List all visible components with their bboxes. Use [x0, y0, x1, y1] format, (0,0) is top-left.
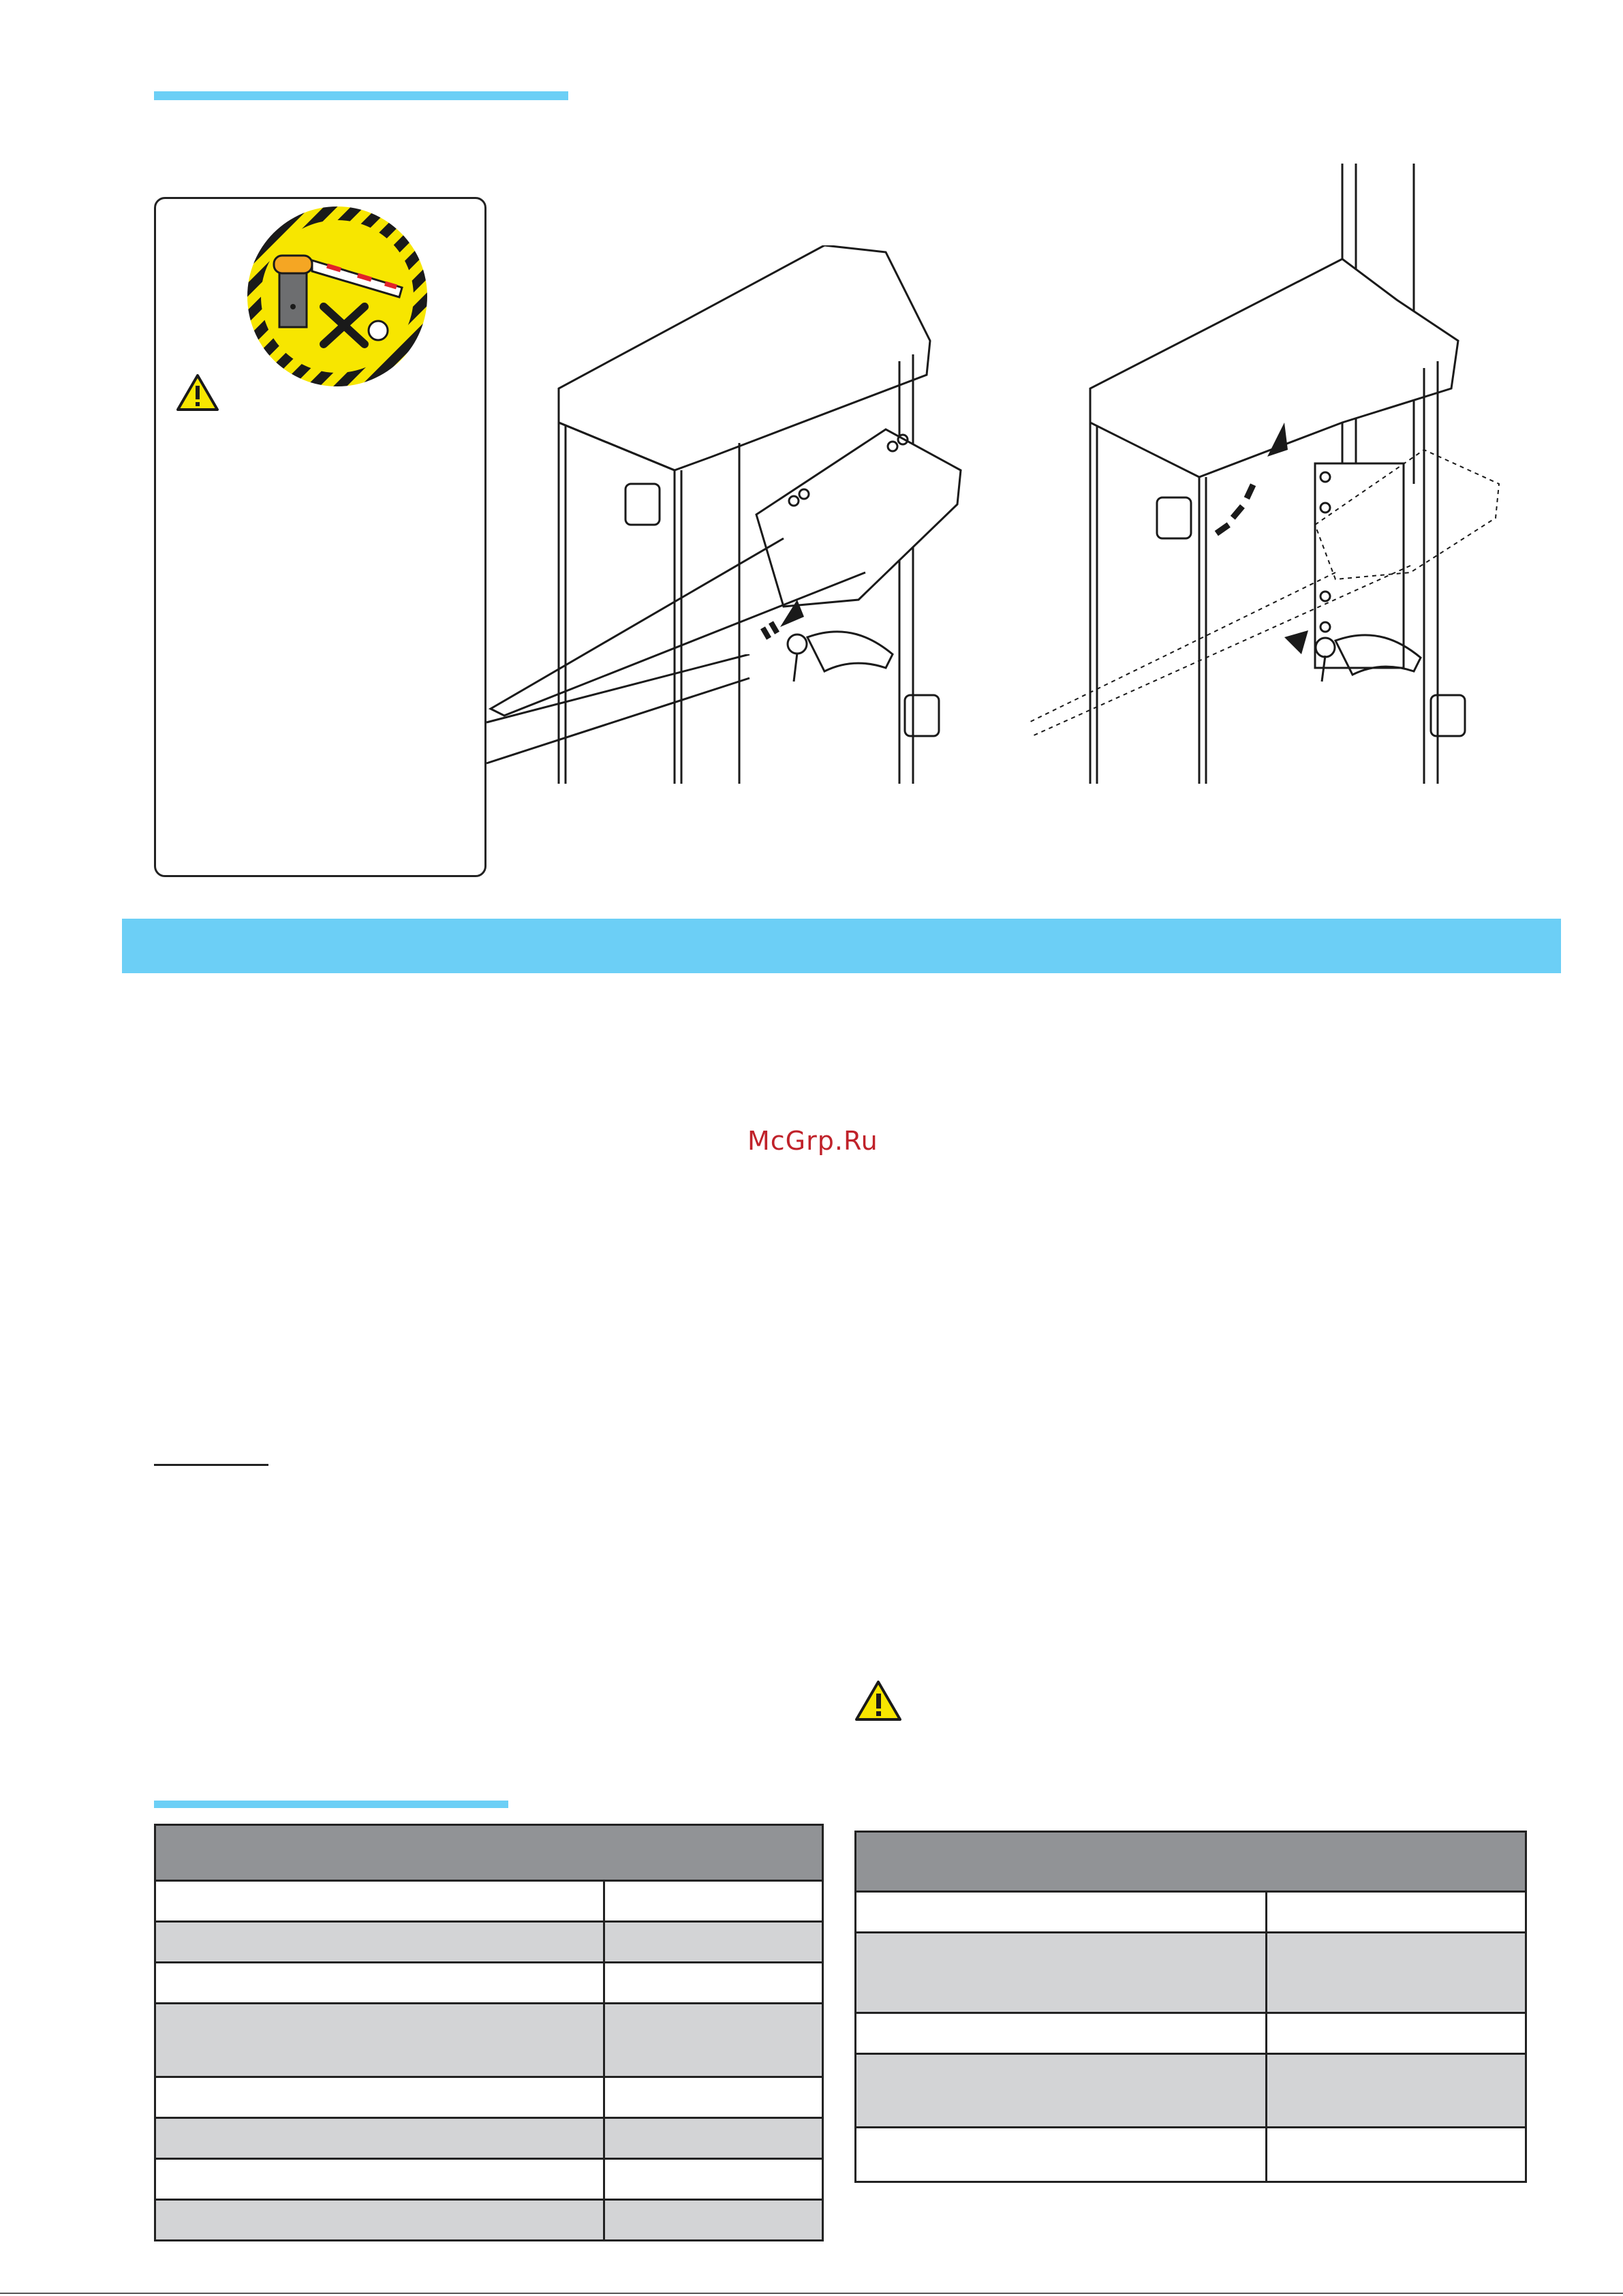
section-rule-top: [154, 91, 568, 100]
table-row: [856, 1892, 1526, 1933]
table-cell: [155, 2159, 604, 2200]
table-cell: [155, 1881, 604, 1922]
table-cell: [856, 1892, 1267, 1933]
table-row: [155, 1963, 823, 2004]
table-cell: [604, 2118, 823, 2159]
table-cell: [155, 2077, 604, 2118]
table-row: [155, 2077, 823, 2118]
underline-fragment: [154, 1464, 268, 1466]
table-header-row: [856, 1832, 1526, 1892]
table-row: [856, 2013, 1526, 2054]
callout-connector: [477, 654, 818, 838]
table-row: [155, 1922, 823, 1963]
table-row: [856, 1933, 1526, 2013]
table-row: [155, 2004, 823, 2077]
table-row: [155, 2118, 823, 2159]
table-cell: [1267, 2054, 1526, 2128]
table-header-cell: [856, 1832, 1526, 1892]
spec-table-left: [154, 1824, 824, 2241]
table-cell: [604, 1922, 823, 1963]
warning-triangle-icon-large: [854, 1680, 902, 1722]
table-cell: [155, 1922, 604, 1963]
table-row: [155, 1881, 823, 1922]
table-cell: [155, 2118, 604, 2159]
table-cell: [604, 1963, 823, 2004]
table-header-row: [155, 1825, 823, 1881]
table-cell: [604, 2077, 823, 2118]
table-section-rule: [154, 1801, 508, 1808]
table-cell: [604, 1881, 823, 1922]
table-cell: [856, 2054, 1267, 2128]
table-cell: [1267, 1892, 1526, 1933]
watermark: McGrp.Ru: [747, 1126, 878, 1156]
table-cell: [604, 2200, 823, 2241]
table-header-cell: [155, 1825, 823, 1881]
table-row: [155, 2200, 823, 2241]
table-cell: [1267, 2128, 1526, 2182]
table-row: [856, 2054, 1526, 2128]
table-cell: [155, 2004, 604, 2077]
table-row: [856, 2128, 1526, 2182]
section-header-band: [122, 919, 1561, 973]
barrier-no-manual-release-icon: [245, 204, 429, 388]
table-cell: [155, 1963, 604, 2004]
table-cell: [856, 2013, 1267, 2054]
table-cell: [604, 2004, 823, 2077]
table-cell: [1267, 2013, 1526, 2054]
table-cell: [856, 1933, 1267, 2013]
table-cell: [856, 2128, 1267, 2182]
table-cell: [604, 2159, 823, 2200]
footer-rule: [0, 2293, 1623, 2294]
warning-triangle-icon: [176, 373, 219, 412]
table-cell: [1267, 1933, 1526, 2013]
barrier-release-illustration-right: [1015, 164, 1533, 791]
spec-table-right: [854, 1831, 1527, 2183]
table-row: [155, 2159, 823, 2200]
table-cell: [155, 2200, 604, 2241]
